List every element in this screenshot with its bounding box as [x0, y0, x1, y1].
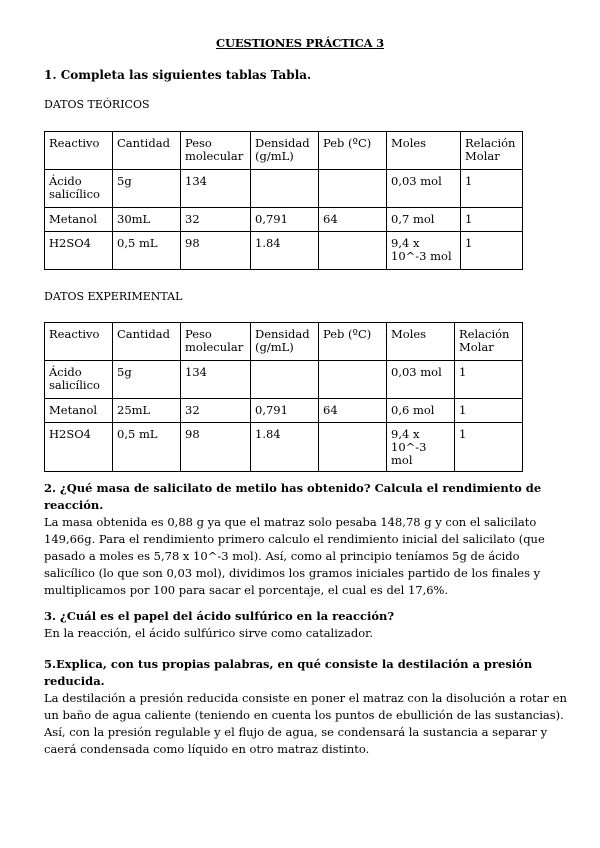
table-cell — [251, 361, 319, 399]
theoretical-data-label: DATOS TEÓRICOS — [44, 98, 150, 111]
table-cell: 98 — [181, 423, 251, 472]
table-cell: 1 — [461, 208, 523, 232]
table-cell: 1.84 — [251, 423, 319, 472]
header-cell: Peso molecular — [181, 323, 251, 361]
question-5-section — [44, 656, 574, 758]
header-cell: Relación Molar — [461, 132, 523, 170]
theoretical-data-table — [44, 131, 523, 270]
table-cell: 64 — [319, 208, 387, 232]
table-cell: 30mL — [113, 208, 181, 232]
table-cell: 1 — [455, 423, 523, 472]
table-row — [45, 423, 523, 472]
table-cell: 0,5 mL — [113, 232, 181, 270]
header-cell: Cantidad — [113, 323, 181, 361]
table-row — [45, 361, 523, 399]
question-5-answer: La destilación a presión reducida consiste en poner el matraz con la disolución a rotar en un baño de agua caliente (teniendo en cuenta los puntos de ebullición de las sustancias). Así, con la presión regulable y el flujo de agua, se condensará la sustancia a separar y caerá condensada como líquido en otro matraz distinto. — [44, 691, 567, 756]
page-title: CUESTIONES PRÁCTICA 3 — [216, 36, 384, 50]
header-cell: Moles — [387, 323, 455, 361]
question-2-heading: 2. ¿Qué masa de salicilato de metilo has obtenido? Calcula el rendimiento de reacción. — [44, 481, 542, 512]
table-cell — [319, 361, 387, 399]
table-cell: 134 — [181, 361, 251, 399]
table-cell: 25mL — [113, 399, 181, 423]
table-cell: 0,6 mol — [387, 399, 455, 423]
table-cell: 1 — [455, 361, 523, 399]
table-cell — [319, 423, 387, 472]
question-5-heading: 5.Explica, con tus propias palabras, en qué consiste la destilación a presión reducida. — [44, 657, 533, 688]
table-cell: H2SO4 — [45, 232, 113, 270]
table-cell: 134 — [181, 170, 251, 208]
experimental-data-label: DATOS EXPERIMENTAL — [44, 290, 183, 303]
table-cell: 5g — [113, 361, 181, 399]
header-cell: Reactivo — [45, 132, 113, 170]
table-cell: 32 — [181, 208, 251, 232]
table-cell: 1 — [461, 170, 523, 208]
table-cell: Ácido salicílico — [45, 170, 113, 208]
question-2-section — [44, 480, 574, 599]
header-cell: Densidad (g/mL) — [251, 132, 319, 170]
experimental-data-table — [44, 322, 523, 472]
header-cell: Peso molecular — [181, 132, 251, 170]
header-cell: Densidad (g/mL) — [251, 323, 319, 361]
header-cell: Cantidad — [113, 132, 181, 170]
table-cell — [319, 232, 387, 270]
table-cell: 9,4 x 10^-3 mol — [387, 232, 461, 270]
table-cell: 64 — [319, 399, 387, 423]
table-cell: Ácido salicílico — [45, 361, 113, 399]
question-2-answer: La masa obtenida es 0,88 g ya que el matraz solo pesaba 148,78 g y con el salicilato 149,66g. Para el rendimiento primero calculo el rendimiento inicial del salicilato (que pasado a moles es 5,78 x 10^-3 mol). Así, como al principio teníamos 5g de ácido salicílico (lo que son 0,03 mol), dividimos los gramos iniciales partido de los finales y multiplicamos por 100 para sacar el porcentaje, el cual es del 17,6%. — [44, 515, 545, 597]
table-cell: Metanol — [45, 208, 113, 232]
table-cell: 0,7 mol — [387, 208, 461, 232]
table-cell: 9,4 x 10^-3 mol — [387, 423, 455, 472]
table-row — [45, 399, 523, 423]
table-cell: 0,5 mL — [113, 423, 181, 472]
table-cell: 0,03 mol — [387, 361, 455, 399]
table-cell: 5g — [113, 170, 181, 208]
question-1-heading: 1. Completa las siguientes tablas Tabla. — [44, 68, 312, 82]
header-cell: Reactivo — [45, 323, 113, 361]
table-cell: Metanol — [45, 399, 113, 423]
question-3-section — [44, 608, 574, 642]
header-cell: Peb (ºC) — [319, 132, 387, 170]
table-cell — [251, 170, 319, 208]
header-cell: Relación Molar — [455, 323, 523, 361]
table-cell: H2SO4 — [45, 423, 113, 472]
table-cell: 1.84 — [251, 232, 319, 270]
question-3-answer: En la reacción, el ácido sulfúrico sirve como catalizador. — [44, 626, 374, 640]
table-cell: 1 — [461, 232, 523, 270]
table-row — [45, 232, 523, 270]
table-cell: 32 — [181, 399, 251, 423]
table-cell: 1 — [455, 399, 523, 423]
header-cell: Moles — [387, 132, 461, 170]
table-row — [45, 170, 523, 208]
table-row — [45, 208, 523, 232]
table-cell: 0,791 — [251, 208, 319, 232]
table-cell — [319, 170, 387, 208]
table-cell: 98 — [181, 232, 251, 270]
table-header-row — [45, 323, 523, 361]
header-cell: Peb (ºC) — [319, 323, 387, 361]
table-cell: 0,03 mol — [387, 170, 461, 208]
table-header-row — [45, 132, 523, 170]
table-cell: 0,791 — [251, 399, 319, 423]
question-3-heading: 3. ¿Cuál es el papel del ácido sulfúrico en la reacción? — [44, 609, 395, 623]
